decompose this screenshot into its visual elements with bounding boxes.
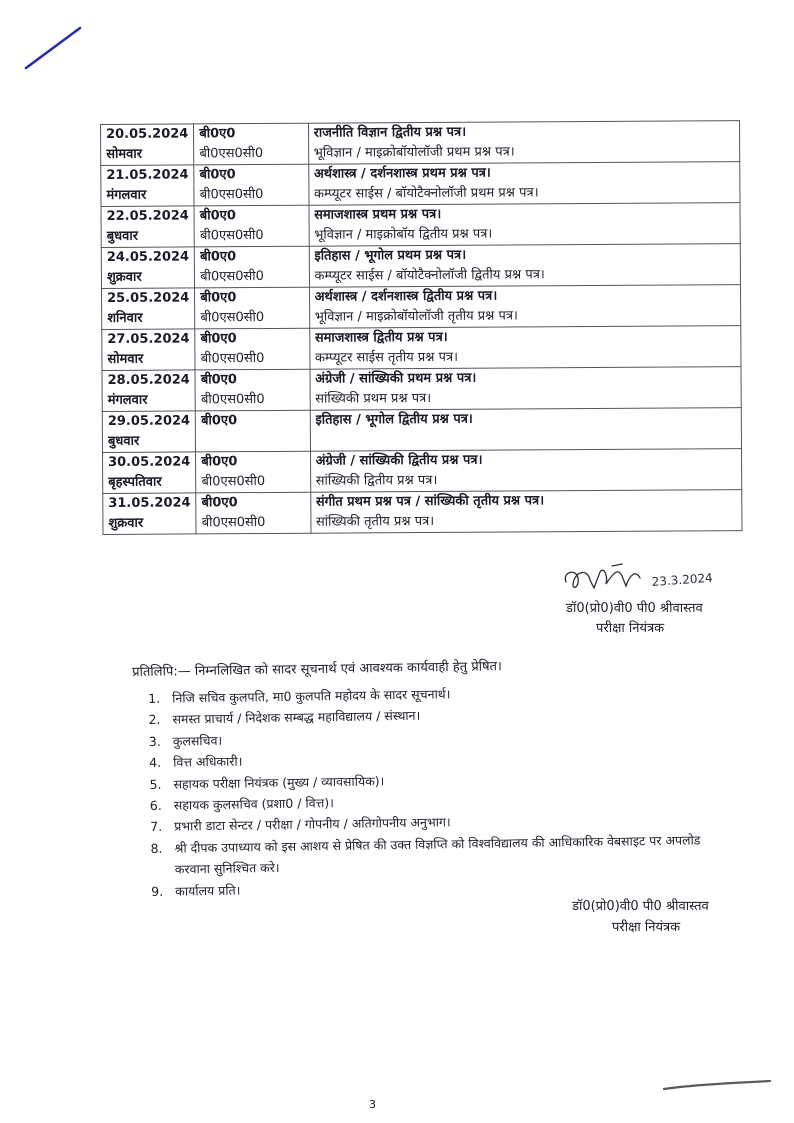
exam-day: बुधवार [106, 228, 139, 244]
item-text: कार्यालय प्रति। [175, 882, 241, 899]
schedule-row [102, 326, 741, 371]
item-text: कुलसचिव। [172, 732, 223, 749]
item-text: निजि सचिव कुलपति, मा0 कुलपति महोदय के सादर सूचनार्थ। [172, 686, 451, 706]
course-cell [194, 164, 309, 206]
course-cell [195, 287, 310, 329]
signature-date: 23.3.2024 [651, 570, 714, 589]
paper-ba: समाजशास्त्र प्रथम प्रश्न पत्र। [314, 206, 442, 223]
item-number: 9. [151, 883, 164, 899]
paper-cell [310, 367, 742, 411]
course-ba: बी0ए0 [201, 454, 238, 470]
paper-cell [309, 244, 741, 288]
schedule-row [101, 203, 740, 248]
exam-day: बुधवार [107, 433, 140, 449]
date-cell [102, 288, 195, 330]
date-cell [103, 493, 196, 535]
course-cell [195, 328, 310, 370]
exam-day: मंगलवार [106, 187, 147, 203]
item-number: 4. [149, 755, 162, 771]
exam-date: 24.05.2024 [106, 249, 190, 265]
item-text: सहायक परीक्षा नियंत्रक (मुख्य / व्यावसायिक)। [173, 772, 385, 792]
exam-day: शुक्रवार [108, 515, 144, 531]
course-ba: बी0ए0 [200, 249, 237, 265]
exam-date: 22.05.2024 [106, 208, 189, 224]
exam-date: 30.05.2024 [108, 454, 191, 470]
course-ba: बी0ए0 [199, 208, 236, 224]
paper-cell [309, 203, 741, 247]
paper-ba: राजनीति विज्ञान द्वितीय प्रश्न पत्र। [313, 124, 467, 141]
course-bsc: बी0एस0सी0 [199, 187, 264, 203]
paper-ba: अंग्रेजी / सांख्यिकी द्वितीय प्रश्न पत्र। [315, 452, 483, 469]
item-text: श्री दीपक उपाध्याय को इस आशय से प्रेषित की उक्त विज्ञप्ति को विश्वविद्यालय की आधिकारिक वेबसाइट पर अपलोड करवाना सुनिश्चित करे। [174, 832, 701, 877]
paper-ba: समाजशास्त्र द्वितीय प्रश्न पत्र। [314, 329, 448, 346]
date-cell [102, 370, 195, 412]
course-bsc: बी0एस0सी0 [200, 310, 265, 326]
item-number: 2. [148, 712, 161, 728]
page-number: 3 [369, 1098, 376, 1111]
copy-heading: प्रतिलिपि:— निम्नलिखित को सादर सूचनार्थ एवं आवश्यक कार्यवाही हेतु प्रेषित। [132, 659, 503, 680]
paper-bsc [315, 428, 736, 451]
item-number: 8. [150, 840, 163, 856]
exam-date: 27.05.2024 [107, 331, 190, 347]
course-bsc: बी0एस0सी0 [200, 351, 265, 367]
course-cell [196, 451, 311, 493]
exam-date: 20.05.2024 [106, 126, 189, 142]
paper-cell [309, 285, 741, 329]
paper-bsc: कम्प्यूटर साईस तृतीय प्रश्न पत्र। [314, 349, 459, 366]
paper-ba: इतिहास / भूगोल प्रथम प्रश्न पत्र। [314, 247, 467, 264]
pen-stroke-mark [22, 22, 84, 72]
course-ba: बी0ए0 [200, 290, 237, 306]
paper-ba: अंग्रेजी / सांख्यिकी प्रथम प्रश्न पत्र। [315, 370, 477, 387]
course-cell [195, 246, 310, 288]
exam-day: शुक्रवार [106, 269, 142, 285]
date-cell [101, 247, 194, 289]
paper-ba: इतिहास / भूगोल द्वितीय प्रश्न पत्र। [315, 411, 473, 428]
paper-ba: अर्थशास्त्र / दर्शनशास्त्र द्वितीय प्रश्न पत्र। [314, 288, 498, 305]
exam-day: सोमवार [107, 351, 144, 367]
item-text: समस्त प्राचार्य / निदेशक सम्बद्ध महाविद्यालय / संस्थान। [172, 708, 421, 728]
signatory-title: परीक्षा नियंत्रक [596, 621, 665, 636]
course-ba: बी0ए0 [199, 167, 236, 183]
course-cell [196, 410, 311, 452]
date-cell [103, 452, 196, 494]
scan-edge-mark [662, 1079, 772, 1093]
course-cell [195, 369, 310, 411]
schedule-row [101, 121, 740, 166]
exam-date: 29.05.2024 [107, 413, 191, 429]
course-bsc: बी0एस0सी0 [201, 514, 266, 531]
date-cell [101, 124, 194, 166]
paper-cell [308, 121, 740, 165]
date-cell [102, 411, 195, 453]
course-bsc: बी0एस0सी0 [201, 473, 266, 490]
course-ba: बी0ए0 [199, 126, 236, 142]
schedule-row [102, 408, 741, 453]
item-text: वित्त अधिकारी। [173, 753, 243, 770]
copy-recipient-list [148, 679, 731, 902]
course-cell [194, 123, 309, 165]
paper-bsc: भूविज्ञान / माइक्रोबॉयोलॉजी तृतीय प्रश्न पत्र। [314, 308, 519, 325]
exam-day: बृहस्पतिवार [108, 474, 162, 490]
exam-date: 25.05.2024 [107, 290, 190, 306]
paper-cell [309, 326, 741, 370]
paper-bsc: भूविज्ञान / माइक्रोबॉय द्वितीय प्रश्न पत्र। [314, 226, 493, 243]
paper-cell [310, 449, 742, 493]
paper-bsc: कम्प्यूटर साईस / बॉयोटैक्नोलॉजी प्रथम प्रश्न पत्र। [313, 185, 539, 202]
signatory-name: डॉ0(प्रो0)वी0 पी0 श्रीवास्तव [566, 601, 703, 616]
course-ba: बी0ए0 [201, 495, 238, 511]
paper-cell [308, 162, 740, 206]
course-ba: बी0ए0 [201, 413, 238, 429]
exam-day: सोमवार [106, 146, 143, 162]
exam-day: शनिवार [107, 310, 143, 326]
schedule-row [101, 244, 740, 289]
date-cell [101, 206, 194, 248]
paper-bsc: सांख्यिकी द्वितीय प्रश्न पत्र। [315, 472, 438, 489]
course-ba: बी0ए0 [200, 372, 237, 388]
exam-date: 31.05.2024 [108, 495, 191, 511]
schedule-row [102, 285, 741, 330]
exam-date: 28.05.2024 [107, 372, 190, 388]
paper-cell [310, 408, 742, 452]
schedule-row [103, 449, 742, 494]
paper-bsc: सांख्यिकी प्रथम प्रश्न पत्र। [315, 390, 432, 407]
course-bsc: बी0एस0सी0 [200, 269, 264, 285]
schedule-row [103, 490, 742, 535]
item-number: 6. [149, 797, 162, 814]
date-cell [101, 165, 194, 207]
course-bsc: बी0एस0सी0 [199, 228, 264, 244]
schedule-row [102, 367, 741, 412]
course-bsc [201, 431, 304, 452]
paper-bsc: कम्प्यूटर साईस / बॉयोटैक्नोलॉजी द्वितीय प्रश्न पत्र। [314, 267, 545, 284]
paper-ba: अर्थशास्त्र / दर्शनशास्त्र प्रथम प्रश्न पत्र। [313, 165, 491, 182]
handwritten-signature [560, 562, 740, 596]
paper-ba: संगीत प्रथम प्रश्न पत्र / सांख्यिकी तृतीय प्रश्न पत्र। [315, 493, 545, 510]
schedule-row [101, 162, 740, 207]
item-number: 7. [150, 819, 163, 835]
course-ba: बी0ए0 [200, 331, 237, 347]
course-cell [194, 205, 309, 247]
signatory-title-bottom: परीक्षा नियंत्रक [612, 920, 681, 935]
item-number: 3. [148, 733, 161, 749]
course-cell [196, 492, 311, 534]
course-bsc: बी0एस0सी0 [199, 146, 264, 162]
paper-bsc: सांख्यिकी तृतीय प्रश्न पत्र। [315, 513, 435, 530]
date-cell [102, 329, 195, 371]
paper-bsc: भूविज्ञान / माइक्रोबॉयोलॉजी प्रथम प्रश्न पत्र। [313, 144, 515, 161]
exam-schedule-table [100, 120, 742, 535]
paper-cell [310, 490, 742, 534]
exam-day: मंगलवार [107, 392, 148, 408]
item-text: प्रभारी डाटा सेन्टर / परीक्षा / गोपनीय / अतिगोपनीय अनुभाग। [174, 814, 451, 835]
item-number: 1. [148, 690, 161, 706]
item-text: सहायक कुलसचिव (प्रशा0 / वित्त)। [173, 795, 335, 813]
signatory-name-bottom: डॉ0(प्रो0)वी0 पी0 श्रीवास्तव [572, 899, 709, 914]
exam-date: 21.05.2024 [106, 167, 189, 183]
item-number: 5. [149, 776, 162, 792]
course-bsc: बी0एस0सी0 [200, 391, 265, 408]
